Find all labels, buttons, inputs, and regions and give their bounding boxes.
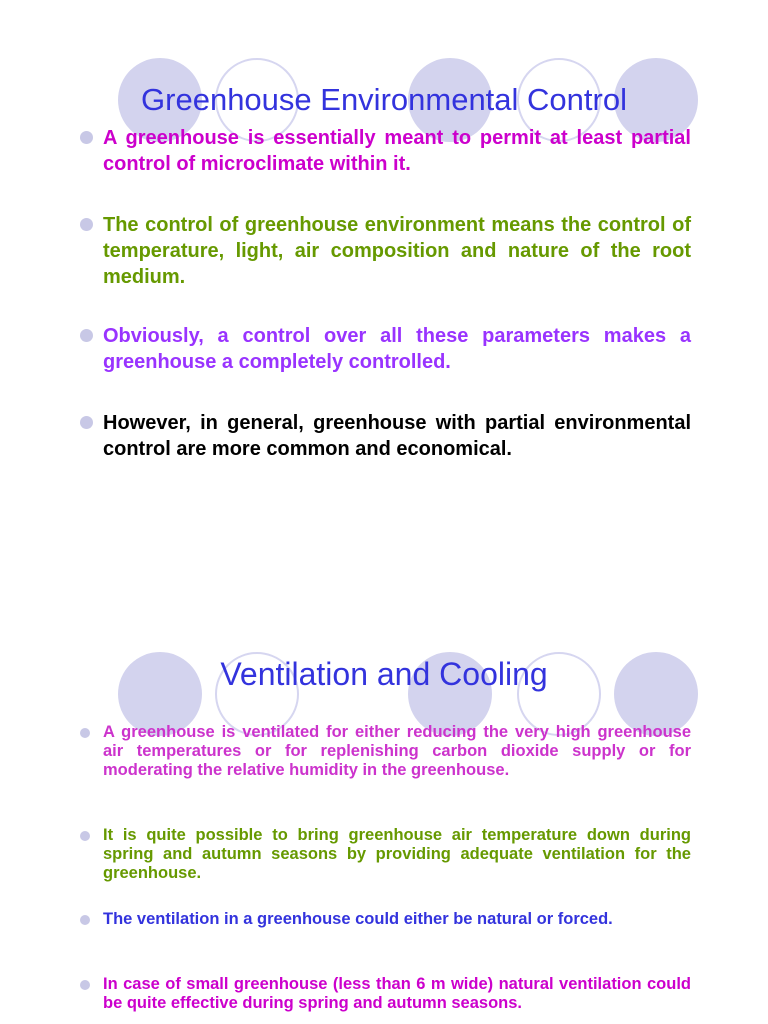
bullet-text: The control of greenhouse environment means the control of temperature, light, air composition and nature of the root medium.	[103, 214, 691, 288]
bullet-dot-icon	[80, 329, 93, 342]
bullet-text: A greenhouse is ventilated for either reducing the very high greenhouse air temperatures or for replenishing carbon dioxide supply or for moderating the relative humidity in the greenhouse.	[103, 723, 691, 779]
bullet-text: A greenhouse is essentially meant to permit at least partial control of microclimate within it.	[103, 127, 691, 175]
bullet-text: In case of small greenhouse (less than 6 m wide) natural ventilation could be quite effective during spring and autumn seasons.	[103, 975, 691, 1012]
bullet-text: The ventilation in a greenhouse could either be natural or forced.	[103, 910, 613, 928]
bullet-dot-icon	[80, 831, 90, 841]
bullet-dot-icon	[80, 728, 90, 738]
bullet-dot-icon	[80, 218, 93, 231]
slide-title: Ventilation and Cooling	[220, 656, 548, 692]
bullet-text: It is quite possible to bring greenhouse air temperature down during spring and autumn seasons by providing adequate ventilation for the greenhouse.	[103, 826, 691, 882]
bullet-text: However, in general, greenhouse with partial environmental control are more common and economical.	[103, 412, 691, 460]
bullet-dot-icon	[80, 915, 90, 925]
slide-ventilation-and-cooling	[0, 600, 768, 1024]
bullet-dot-icon	[80, 416, 93, 429]
bullet-dot-icon	[80, 980, 90, 990]
bullet-text: Obviously, a control over all these parameters makes a greenhouse a completely controlled.	[103, 325, 691, 373]
slide-title: Greenhouse Environmental Control	[141, 82, 627, 117]
bullet-dot-icon	[80, 131, 93, 144]
